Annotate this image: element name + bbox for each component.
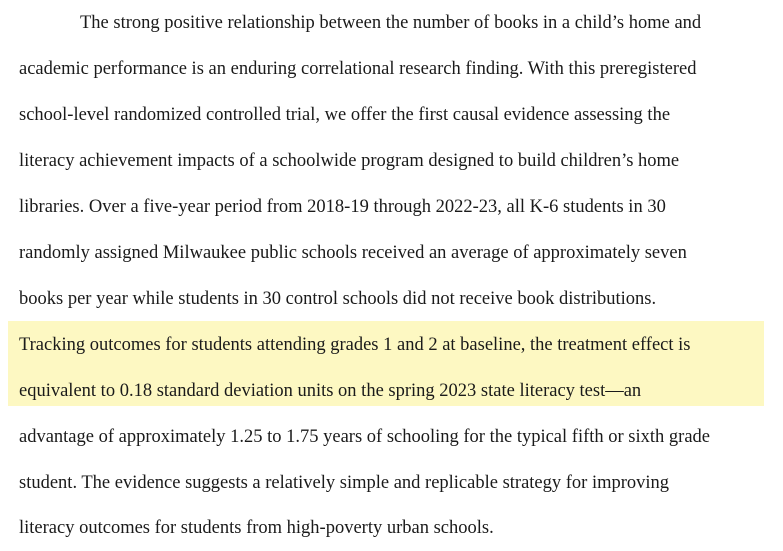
- abstract-line-7: books per year while students in 30 control schools did not receive book distributions.: [19, 289, 657, 309]
- abstract-line-6: randomly assigned Milwaukee public schools received an average of approximately seven: [19, 243, 687, 263]
- abstract-line-2: academic performance is an enduring correlational research finding. With this preregistered: [19, 59, 697, 79]
- abstract-line-9-highlighted: equivalent to 0.18 standard deviation units on the spring 2023 state literacy test—an: [19, 381, 642, 401]
- abstract-line-1: The strong positive relationship between the number of books in a child’s home and: [80, 13, 702, 33]
- abstract-line-8-highlighted: Tracking outcomes for students attending grades 1 and 2 at baseline, the treatment effect is: [19, 335, 691, 355]
- abstract-line-5: libraries. Over a five-year period from 2018-19 through 2022-23, all K-6 students in 30: [19, 197, 666, 217]
- abstract-line-12: literacy outcomes for students from high-poverty urban schools.: [19, 518, 494, 538]
- abstract-line-10: advantage of approximately 1.25 to 1.75 years of schooling for the typical fifth or sixth grade: [19, 427, 710, 447]
- abstract-line-11: student. The evidence suggests a relatively simple and replicable strategy for improving: [19, 473, 670, 493]
- abstract-line-3: school-level randomized controlled trial, we offer the first causal evidence assessing the: [19, 105, 671, 125]
- abstract-line-4: literacy achievement impacts of a schoolwide program designed to build children’s home: [19, 151, 680, 171]
